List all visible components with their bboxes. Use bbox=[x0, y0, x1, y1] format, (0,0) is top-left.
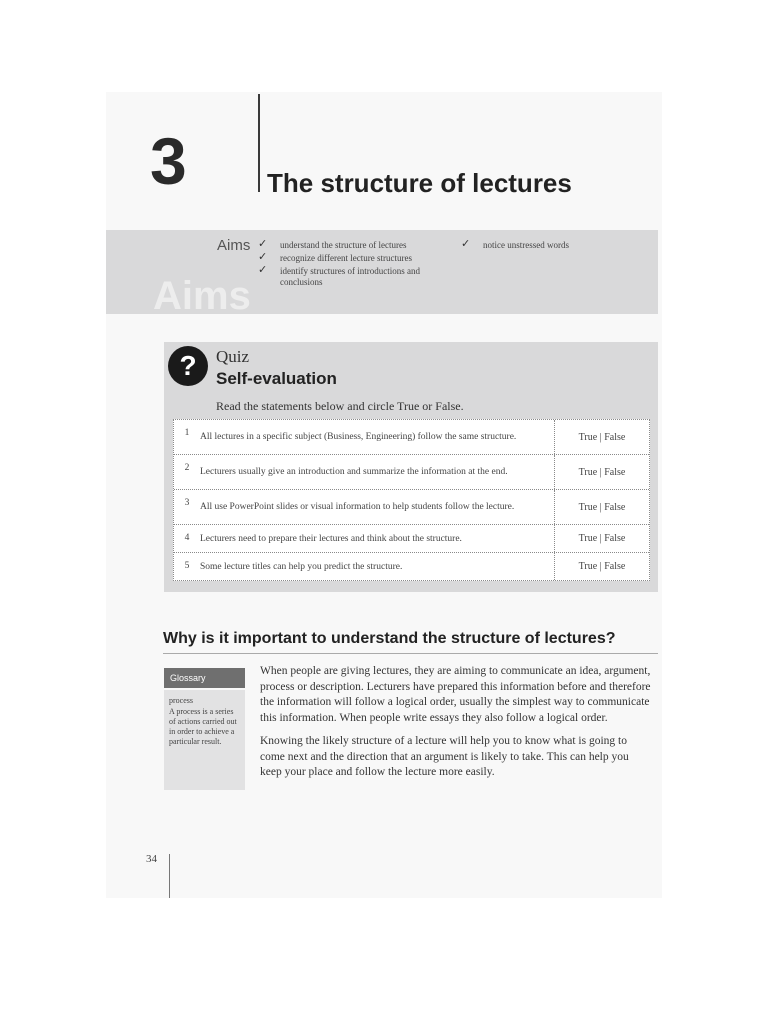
chapter-divider-rule bbox=[258, 94, 260, 192]
statement-number: 4 bbox=[184, 533, 190, 543]
section-body bbox=[260, 664, 652, 789]
aim-text: understand the structure of lectures bbox=[280, 240, 407, 250]
chapter-title: The structure of lectures bbox=[267, 168, 572, 198]
aim-item bbox=[461, 240, 651, 251]
statement-text: All use PowerPoint slides or visual information to help students follow the lecture. bbox=[200, 502, 515, 512]
glossary-body bbox=[164, 690, 245, 790]
true-false-choice[interactable]: True | False bbox=[554, 420, 649, 454]
true-false-choice[interactable]: True | False bbox=[554, 525, 649, 552]
statement-text: Lecturers usually give an introduction and summarize the information at the end. bbox=[200, 467, 508, 477]
checkmark-icon: ✓ bbox=[258, 251, 268, 263]
glossary-definition: A process is a series of actions carried out in order to achieve a particular result. bbox=[169, 707, 237, 746]
quiz-table bbox=[173, 419, 650, 581]
aims-panel bbox=[106, 230, 658, 314]
aim-text: identify structures of introductions and conclusions bbox=[280, 266, 420, 287]
statement-text: Lecturers need to prepare their lectures and think about the structure. bbox=[200, 533, 462, 544]
checkmark-icon: ✓ bbox=[258, 264, 268, 276]
quiz-row bbox=[174, 553, 649, 580]
quiz-row bbox=[174, 490, 649, 525]
statement-text: All lectures in a specific subject (Business, Engineering) follow the same structure. bbox=[200, 432, 517, 442]
statement-number: 2 bbox=[184, 463, 190, 473]
quiz-row bbox=[174, 525, 649, 553]
aims-watermark: Aims bbox=[153, 274, 251, 314]
true-false-choice[interactable]: True | False bbox=[554, 553, 649, 580]
chapter-number: 3 bbox=[150, 124, 187, 198]
checkmark-icon: ✓ bbox=[258, 238, 268, 250]
statement-number: 5 bbox=[184, 561, 190, 571]
statement-number: 1 bbox=[184, 428, 190, 438]
true-false-choice[interactable]: True | False bbox=[554, 455, 649, 489]
page-number: 34 bbox=[146, 853, 157, 865]
quiz-row bbox=[174, 420, 649, 455]
aim-text: notice unstressed words bbox=[483, 240, 569, 250]
glossary-title: Glossary bbox=[164, 668, 245, 688]
aim-item bbox=[258, 253, 448, 264]
footer-rule bbox=[169, 854, 170, 898]
aim-text: recognize different lecture structures bbox=[280, 253, 413, 263]
section-heading: Why is it important to understand the structure of lectures? bbox=[163, 630, 616, 647]
statement-text: Some lecture titles can help you predict the structure. bbox=[200, 561, 403, 572]
statement-number: 3 bbox=[184, 498, 190, 508]
body-paragraph: Knowing the likely structure of a lecture will help you to know what is going to come next and the direction that an argument is likely to take. This can help you keep your place and follow the lecture more easily. bbox=[260, 735, 629, 778]
quiz-row bbox=[174, 455, 649, 490]
quiz-label: Quiz bbox=[216, 347, 250, 366]
aim-item bbox=[258, 240, 448, 251]
true-false-choice[interactable]: True | False bbox=[554, 490, 649, 524]
quiz-instruction: Read the statements below and circle True or False. bbox=[216, 399, 464, 413]
aims-list-right bbox=[461, 240, 651, 253]
glossary-term: process bbox=[169, 696, 193, 705]
aims-label: Aims bbox=[217, 237, 251, 254]
body-paragraph: When people are giving lectures, they are aiming to communicate an idea, argument, process or description. Lecturers have prepared this information before and therefore the information will follow a logical order, usually the simplest way to communicate this information. When people write essays they also follow a logical order. bbox=[260, 665, 651, 724]
quiz-heading: Self-evaluation bbox=[216, 369, 337, 388]
aim-item bbox=[258, 266, 448, 288]
question-mark-icon: ? bbox=[168, 346, 208, 386]
checkmark-icon: ✓ bbox=[461, 238, 471, 250]
aims-list-left bbox=[258, 240, 448, 290]
section-divider bbox=[163, 653, 658, 654]
glossary-box bbox=[164, 668, 245, 790]
